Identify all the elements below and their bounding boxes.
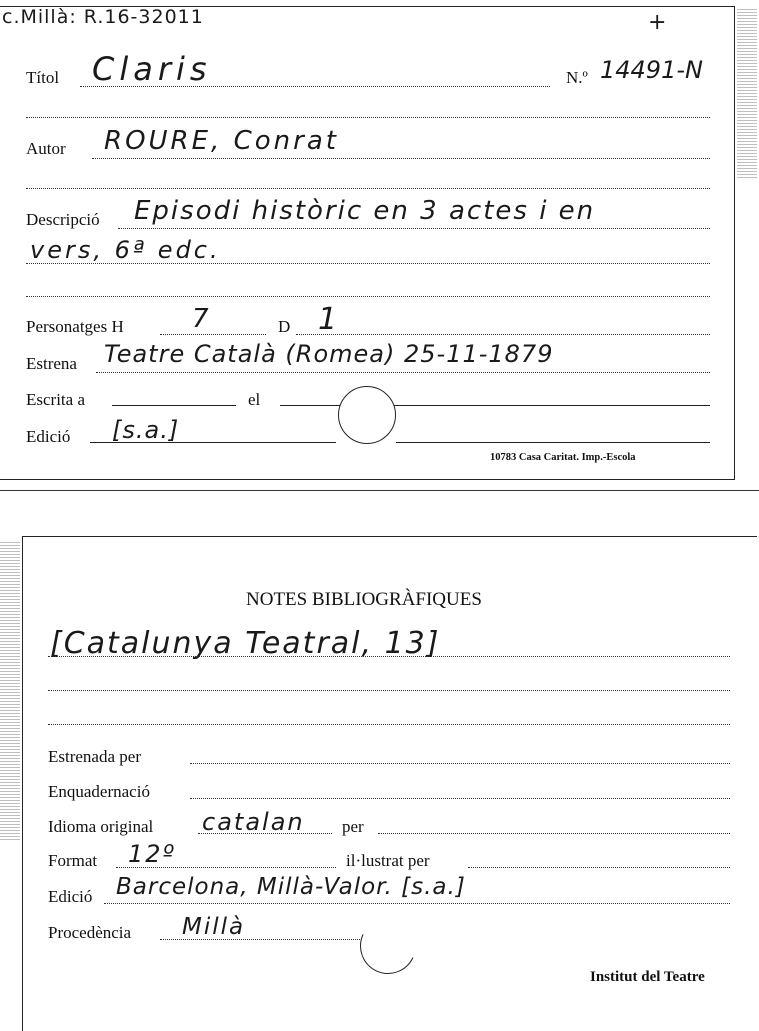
descripcio-line-2 (26, 263, 710, 264)
estrenada-line (190, 763, 730, 764)
edicio2-label: Edició (48, 887, 93, 906)
numero-value: 14491-N (600, 56, 703, 84)
edicio2-line (104, 903, 730, 904)
plus-mark: + (648, 10, 669, 35)
autor-line (92, 158, 710, 159)
descripcio-line (118, 228, 710, 229)
personatges-d-value: 1 (318, 302, 340, 337)
note-line1: [Catalunya Teatral, 13] (50, 626, 441, 661)
titol-label: Títol (26, 68, 60, 87)
descripcio-line1: Episodi històric en 3 actes i en (134, 196, 596, 226)
card-edge-texture (737, 8, 757, 178)
titol-line-2 (26, 117, 710, 118)
format-value: 12º (128, 840, 176, 868)
estrena-label: Estrena (26, 354, 77, 373)
per-label: per (342, 817, 364, 836)
illustrat-line (468, 867, 730, 868)
card-back-edge-texture (0, 540, 20, 840)
procedencia-label: Procedència (48, 923, 132, 942)
note-line-1 (48, 656, 730, 657)
catalog-stamp: c.Millà: R.16-32011 (2, 6, 204, 28)
punch-hole (338, 386, 396, 444)
format-line (116, 867, 336, 868)
notes-heading: NOTES BIBLIOGRÀFIQUES (246, 589, 482, 610)
escrita-a-line (112, 405, 236, 406)
printer-imprint: 10783 Casa Caritat. Imp.-Escola (490, 452, 636, 463)
personatges-h-line (160, 334, 266, 335)
edicio-line-right (396, 442, 710, 443)
enquadernacio-label: Enquadernació (48, 782, 150, 801)
illustrat-label: il·lustrat per (346, 851, 430, 870)
idioma-value: catalan (202, 808, 305, 836)
descripcio-label: Descripció (26, 210, 100, 229)
edicio-value: [s.a.] (112, 416, 180, 444)
personatges-label: Personatges H (26, 317, 124, 336)
escrita-label: Escrita a (26, 390, 85, 409)
titol-line (80, 86, 550, 87)
idioma-label: Idioma original (48, 817, 154, 836)
titol-value: Claris (92, 50, 212, 88)
edicio-label: Edició (26, 427, 71, 446)
estrenada-label: Estrenada per (48, 747, 141, 766)
descripcio-line-3 (26, 296, 710, 297)
personatges-h-value: 7 (192, 304, 211, 334)
descripcio-line2: vers, 6ª edc. (30, 236, 221, 264)
edicio2-value: Barcelona, Millà-Valor. [s.a.] (116, 874, 466, 900)
institut-label: Institut del Teatre (590, 969, 705, 985)
note-line-2 (48, 690, 730, 691)
estrena-line (96, 372, 710, 373)
escrita-el-label: el (248, 390, 261, 409)
autor-label: Autor (26, 139, 66, 158)
card-front-bottom-line (0, 490, 759, 491)
autor-value: ROURE, Conrat (104, 126, 339, 156)
autor-line-2 (26, 188, 710, 189)
per-line (378, 833, 730, 834)
numero-label: N.º (566, 68, 588, 87)
idioma-line (198, 833, 332, 834)
personatges-d-label: D (278, 317, 291, 336)
estrena-value: Teatre Català (Romea) 25-11-1879 (104, 340, 554, 368)
enquadernacio-line (190, 798, 730, 799)
personatges-d-line (296, 334, 710, 335)
format-label: Format (48, 851, 98, 870)
procedencia-line (160, 939, 360, 940)
procedencia-value: Millà (182, 914, 246, 940)
note-line-3 (48, 724, 730, 725)
